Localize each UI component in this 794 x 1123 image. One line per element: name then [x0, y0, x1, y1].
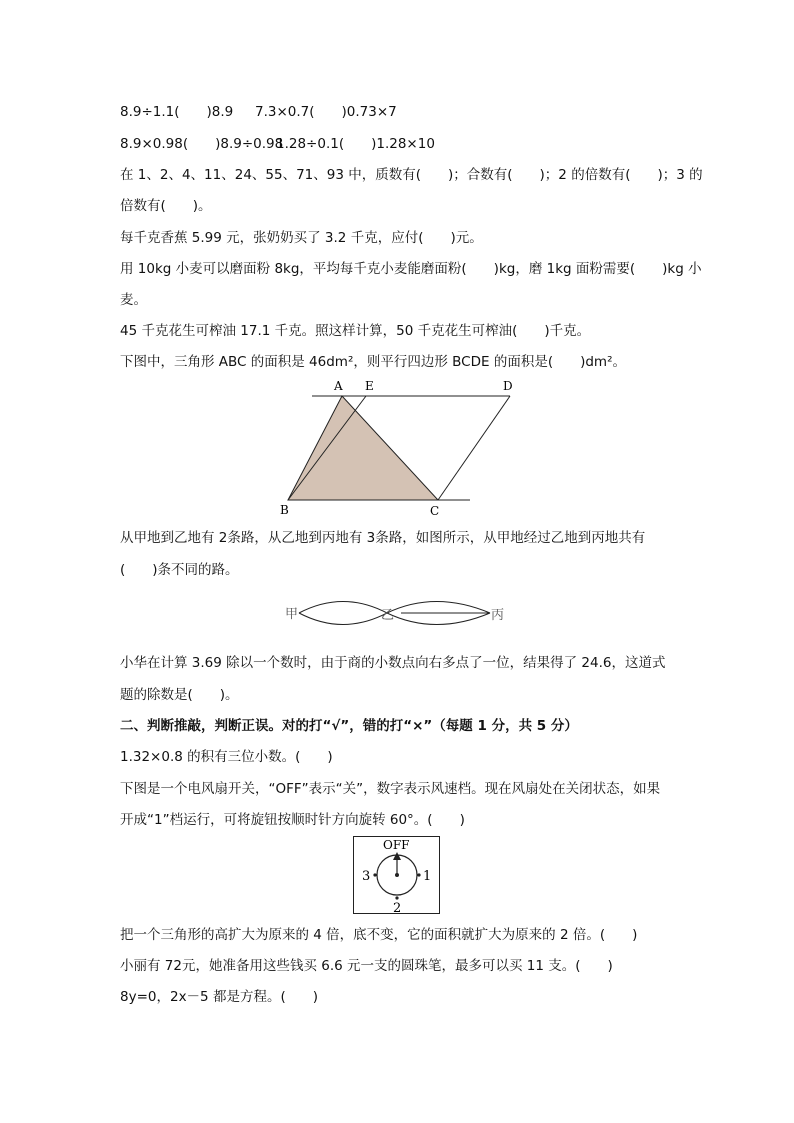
route-question-line2: ( )条不同的路。	[120, 562, 239, 578]
divide-question-line1: 小华在计算 3.69 除以一个数时，由于商的小数点向右多点了一位，结果得了 24.6，这道式	[120, 655, 666, 671]
compare-question-1a: 8.9÷1.1( )8.9	[120, 104, 234, 120]
label-3: 3	[362, 869, 371, 884]
route-yi-bing-upper	[387, 602, 490, 614]
numbers-question-line1: 在 1、2、4、11、24、55、71、93 中，质数有( )；合数有( )；2 的倍数有( )；3 的	[120, 167, 703, 183]
compare-question-2a: 8.9×0.98( )8.9÷0.98	[120, 136, 284, 152]
divide-question-line2: 题的除数是( )。	[120, 687, 239, 703]
judge-question-3: 把一个三角形的高扩大为原来的 4 倍，底不变，它的面积就扩大为原来的 2 倍。( )	[120, 927, 638, 943]
compare-question-1b: 7.3×0.7( )0.73×7	[255, 104, 397, 120]
flour-question-line2: 麦。	[120, 292, 147, 308]
parallelogram-figure	[270, 374, 530, 520]
dot-3	[373, 873, 376, 876]
judge-section-heading: 二、判断推敲，判断正误。对的打“√”，错的打“×”（每题 1 分，共 5 分）	[120, 718, 578, 734]
peanut-question: 45 千克花生可榨油 17.1 千克。照这样计算，50 千克花生可榨油( )千克。	[120, 323, 591, 339]
label-a: A	[334, 379, 343, 393]
judge-question-2-line2: 开成“1”档运行，可将旋钮按顺时针方向旋转 60°。( )	[120, 812, 465, 828]
label-2: 2	[393, 901, 402, 916]
label-jia: 甲	[285, 607, 299, 622]
compare-question-2b: 1.28÷0.1( )1.28×10	[276, 136, 435, 152]
route-jia-yi-upper	[299, 602, 387, 614]
segment-cd	[438, 396, 510, 500]
route-jia-yi-lower	[299, 613, 387, 625]
triangle-question: 下图中，三角形 ABC 的面积是 46dm²，则平行四边形 BCDE 的面积是( )dm²。	[120, 354, 626, 370]
knob-center-dot	[395, 873, 399, 877]
judge-question-1: 1.32×0.8 的积有三位小数。( )	[120, 749, 333, 765]
label-off: OFF	[383, 838, 410, 852]
judge-question-4: 小丽有 72元，她准备用这些钱买 6.6 元一支的圆珠笔，最多可以买 11 支。( )	[120, 958, 613, 974]
label-1: 1	[423, 869, 432, 884]
label-c: C	[430, 504, 440, 518]
numbers-question-line2: 倍数有( )。	[120, 198, 212, 214]
judge-question-2-line1: 下图是一个电风扇开关，“OFF”表示“关”，数字表示风速档。现在风扇处在关闭状态，如果	[120, 781, 661, 797]
label-d: D	[503, 379, 513, 393]
fan-switch-figure	[353, 836, 443, 916]
dot-2	[395, 896, 398, 899]
judge-question-5: 8y=0，2x－5 都是方程。( )	[120, 989, 318, 1005]
label-bing: 丙	[491, 608, 505, 623]
dot-1	[417, 873, 420, 876]
route-figure	[285, 596, 515, 636]
label-b: B	[280, 503, 289, 517]
label-yi: 乙	[381, 608, 395, 623]
triangle-abc-fill	[288, 396, 438, 500]
label-e: E	[365, 379, 374, 393]
flour-question-line1: 用 10kg 小麦可以磨面粉 8kg，平均每千克小麦能磨面粉( )kg，磨 1kg 面粉需要( )kg 小	[120, 261, 702, 277]
banana-question: 每千克香蕉 5.99 元，张奶奶买了 3.2 千克，应付( )元。	[120, 230, 483, 246]
route-question-line1: 从甲地到乙地有 2条路，从乙地到丙地有 3条路，如图所示，从甲地经过乙地到丙地共有	[120, 530, 646, 546]
route-yi-bing-lower	[387, 613, 490, 625]
